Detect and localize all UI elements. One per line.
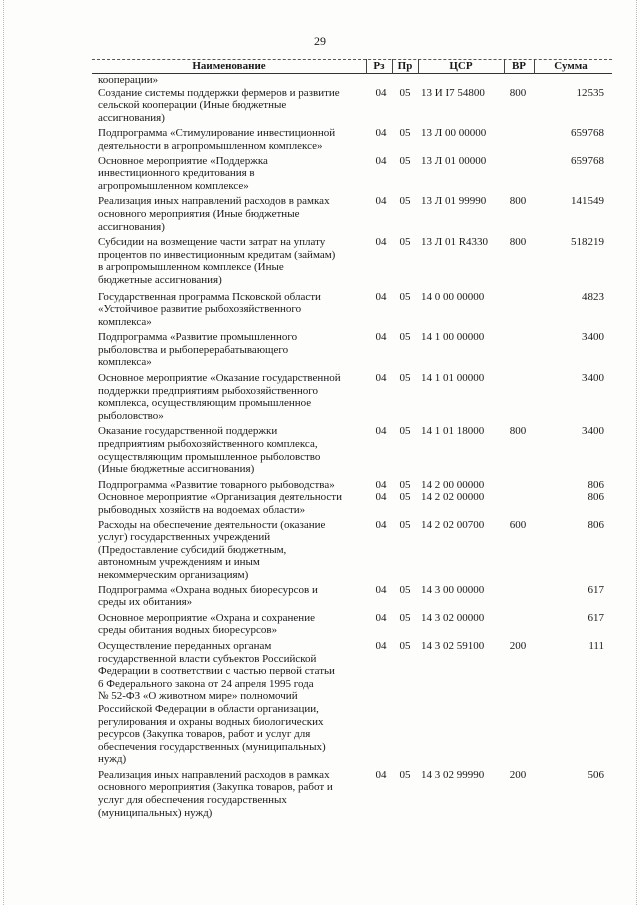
- table-row: [92, 127, 612, 152]
- row-pr-cell: 05: [399, 154, 411, 167]
- row-pr-cell: 05: [399, 195, 411, 208]
- row-csr-cell: 13 И I7 54800: [421, 86, 485, 99]
- budget-table: [92, 59, 612, 819]
- header-pr: Пр: [397, 60, 413, 72]
- row-name-cell: Оказание государственной поддержки предприятиям рыбохозяйственного комплекса, осуществляющим промышленное рыболовство (Иные бюджетные ассигнования): [98, 425, 321, 476]
- row-rz-cell: 04: [375, 331, 387, 344]
- row-rz-cell: 04: [375, 425, 387, 438]
- row-rz-cell: 04: [375, 639, 387, 652]
- row-pr-cell: 05: [399, 478, 411, 491]
- row-rz-cell: 04: [375, 195, 387, 208]
- row-pr-cell: 05: [399, 491, 411, 504]
- row-pr-cell: 05: [399, 611, 411, 624]
- table-row: [92, 372, 612, 422]
- row-sum-cell: 3400: [582, 331, 604, 344]
- row-csr-cell: 14 3 02 99990: [421, 768, 485, 781]
- row-csr-cell: 13 Л 01 00000: [421, 154, 487, 167]
- row-sum-cell: 4823: [582, 290, 604, 303]
- row-pr-cell: 05: [399, 768, 411, 781]
- row-rz-cell: 04: [375, 372, 387, 385]
- row-csr-cell: 13 Л 01 R4330: [421, 236, 489, 249]
- left-scan-margin: [3, 0, 4, 905]
- row-pr-cell: 05: [399, 331, 411, 344]
- row-rz-cell: 04: [375, 290, 387, 303]
- row-sum-cell: 659768: [571, 154, 604, 167]
- row-sum-cell: 12535: [576, 86, 604, 99]
- row-name-cell: Основное мероприятие «Поддержка инвестиционного кредитования в агропромышленном комплексе»: [98, 154, 268, 192]
- row-name-cell: Подпрограмма «Стимулирование инвестиционной деятельности в агропромышленном комплексе»: [98, 127, 336, 152]
- row-name-cell: Подпрограмма «Охрана водных биоресурсов и среды их обитания»: [98, 583, 318, 609]
- row-sum-cell: 617: [587, 583, 604, 596]
- row-csr-cell: 14 2 02 00700: [421, 518, 485, 531]
- row-sum-cell: 3400: [582, 425, 604, 438]
- row-name-cell: Основное мероприятие «Оказание государственной поддержки предприятиям рыбохозяйственного комплекса, осуществляющим промышленное рыболовство»: [98, 372, 341, 422]
- row-csr-cell: 13 Л 00 00000: [421, 127, 487, 140]
- row-csr-cell: 14 3 02 59100: [421, 639, 485, 652]
- table-row: [92, 769, 612, 819]
- row-name-cell: Подпрограмма «Развитие товарного рыбоводства»: [98, 478, 335, 491]
- row-pr-cell: 05: [399, 639, 411, 652]
- row-name-cell: Расходы на обеспечение деятельности (оказание услуг) государственных учреждений (Предоставление субсидий бюджетным, автономным учреждениям и иным некоммерческим организациям): [98, 518, 326, 581]
- row-rz-cell: 04: [375, 611, 387, 624]
- table-row: [92, 331, 612, 369]
- row-vr-cell: 800: [509, 236, 527, 249]
- table-row: [92, 519, 612, 582]
- row-pr-cell: 05: [399, 236, 411, 249]
- row-vr-cell: 600: [509, 518, 527, 531]
- row-name-cell: кооперации»: [98, 74, 159, 86]
- row-csr-cell: 14 2 02 00000: [421, 491, 485, 504]
- table-row: [92, 74, 612, 87]
- row-rz-cell: 04: [375, 768, 387, 781]
- row-csr-cell: 13 Л 01 99990: [421, 195, 487, 208]
- table-row: [92, 584, 612, 609]
- right-scan-margin: [636, 0, 637, 905]
- row-sum-cell: 617: [587, 611, 604, 624]
- header-csr: ЦСР: [449, 60, 473, 72]
- row-rz-cell: 04: [375, 518, 387, 531]
- row-rz-cell: 04: [375, 154, 387, 167]
- row-csr-cell: 14 1 01 18000: [421, 425, 485, 438]
- table-header: [92, 59, 612, 74]
- row-csr-cell: 14 2 00 00000: [421, 478, 485, 491]
- table-row: [92, 195, 612, 233]
- row-pr-cell: 05: [399, 127, 411, 140]
- row-vr-cell: 200: [509, 639, 527, 652]
- page-number: 29: [314, 34, 326, 48]
- row-csr-cell: 14 1 01 00000: [421, 372, 485, 385]
- table-row: [92, 479, 612, 492]
- row-name-cell: Реализация иных направлений расходов в рамках основного мероприятия (Иные бюджетные ассигнования): [98, 195, 330, 233]
- row-sum-cell: 3400: [582, 372, 604, 385]
- header-name: Наименование: [192, 60, 266, 72]
- row-pr-cell: 05: [399, 86, 411, 99]
- header-sum: Сумма: [554, 60, 588, 72]
- row-rz-cell: 04: [375, 491, 387, 504]
- row-rz-cell: 04: [375, 478, 387, 491]
- row-rz-cell: 04: [375, 86, 387, 99]
- row-rz-cell: 04: [375, 583, 387, 596]
- table-row: [92, 291, 612, 329]
- row-sum-cell: 806: [587, 491, 604, 504]
- row-name-cell: Реализация иных направлений расходов в рамках основного мероприятия (Закупка товаров, работ и услуг для обеспечения государственных (муниципальных) нужд): [98, 768, 333, 819]
- row-sum-cell: 806: [587, 518, 604, 531]
- table-row: [92, 155, 612, 193]
- row-csr-cell: 14 1 00 00000: [421, 331, 485, 344]
- row-pr-cell: 05: [399, 425, 411, 438]
- row-name-cell: Осуществление переданных органам государственной власти субъектов Российской Федерации в соответствии с частью первой статьи 6 Федерального закона от 24 апреля 1995 года № 52-ФЗ «О животном мире» полномочий Российской Федерации в области организации, регулирования и охраны водных биологических ресурсов (Закупка товаров, работ и услуг для обеспечения государственных (муниципальных) нужд): [98, 639, 335, 766]
- row-pr-cell: 05: [399, 583, 411, 596]
- row-csr-cell: 14 3 00 00000: [421, 583, 485, 596]
- row-sum-cell: 518219: [571, 236, 604, 249]
- row-vr-cell: 800: [509, 425, 527, 438]
- header-vr: ВР: [511, 60, 527, 72]
- table-row: [92, 87, 612, 125]
- row-rz-cell: 04: [375, 236, 387, 249]
- row-sum-cell: 506: [587, 768, 604, 781]
- row-pr-cell: 05: [399, 372, 411, 385]
- row-sum-cell: 111: [588, 639, 604, 652]
- row-vr-cell: 800: [509, 86, 527, 99]
- row-name-cell: Создание системы поддержки фермеров и развитие сельской кооперации (Иные бюджетные ассигнования): [98, 86, 340, 124]
- row-vr-cell: 800: [509, 195, 527, 208]
- row-pr-cell: 05: [399, 518, 411, 531]
- row-name-cell: Основное мероприятие «Организация деятельности рыбоводных хозяйств на водоемах области»: [98, 491, 342, 516]
- header-rz: Рз: [373, 60, 385, 72]
- row-name-cell: Подпрограмма «Развитие промышленного рыболовства и рыбоперерабатывающего комплекса»: [98, 331, 298, 369]
- row-pr-cell: 05: [399, 290, 411, 303]
- row-sum-cell: 806: [587, 478, 604, 491]
- table-body: [92, 74, 612, 819]
- row-sum-cell: 659768: [571, 127, 604, 140]
- row-name-cell: Государственная программа Псковской области «Устойчивое развитие рыбохозяйственного комплекса»: [98, 290, 321, 328]
- row-csr-cell: 14 0 00 00000: [421, 290, 485, 303]
- row-vr-cell: 200: [509, 768, 527, 781]
- row-csr-cell: 14 3 02 00000: [421, 611, 485, 624]
- row-name-cell: Основное мероприятие «Охрана и сохранение среды обитания водных биоресурсов»: [98, 611, 315, 637]
- table-row: [92, 425, 612, 475]
- table-row: [92, 236, 612, 286]
- table-row: [92, 491, 612, 516]
- table-row: [92, 612, 612, 637]
- table-row: [92, 640, 612, 766]
- row-rz-cell: 04: [375, 127, 387, 140]
- row-name-cell: Субсидии на возмещение части затрат на уплату процентов по инвестиционным кредитам (займам) в агропромышленном комплексе (Иные бюджетные ассигнования): [98, 236, 336, 286]
- row-sum-cell: 141549: [571, 195, 604, 208]
